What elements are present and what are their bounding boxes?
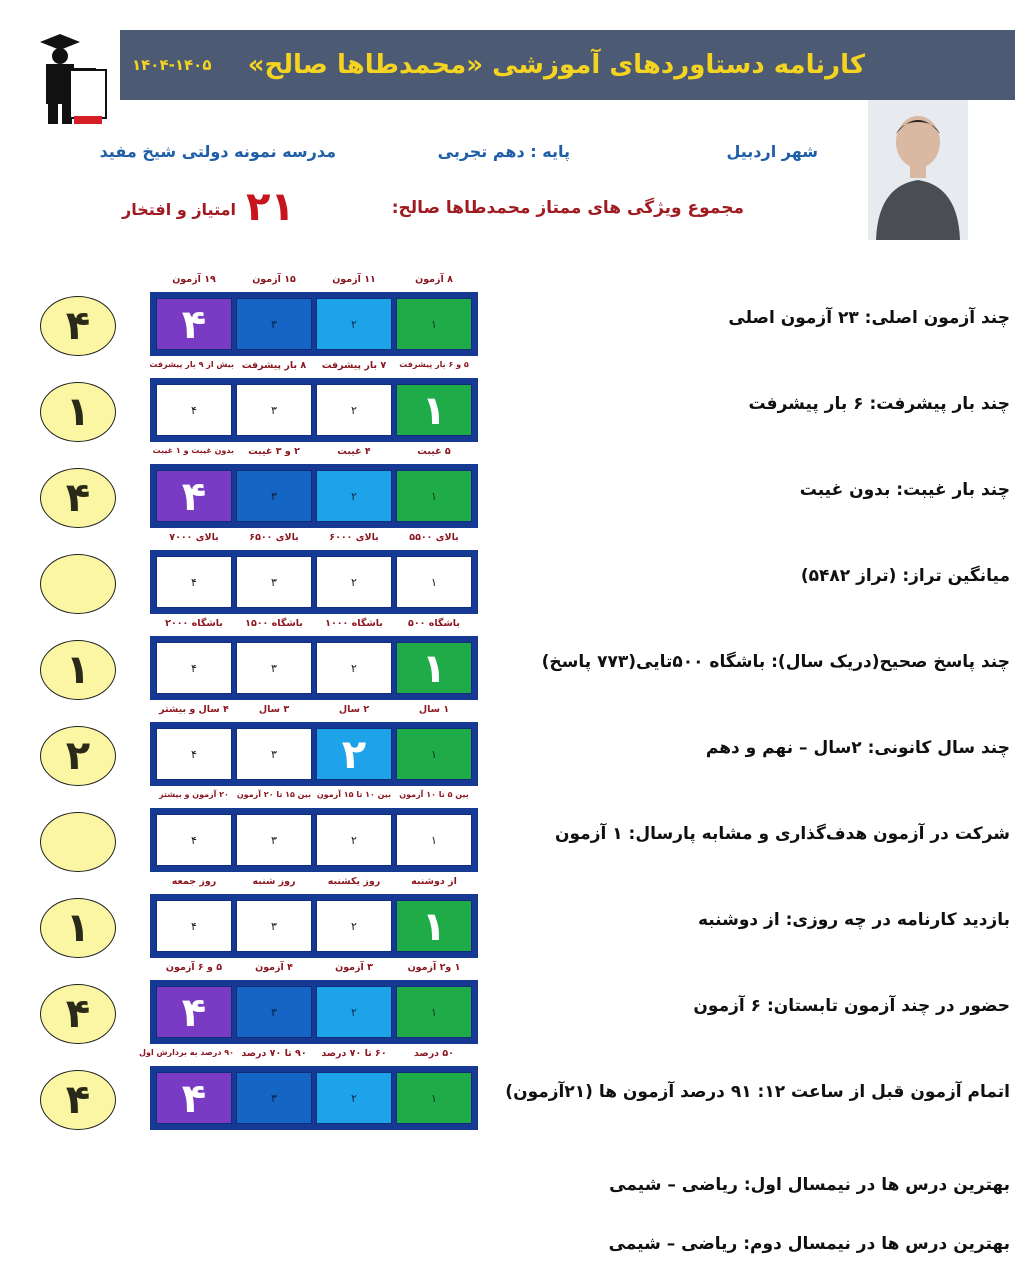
level-caption: ۲ و ۳ غیبت: [248, 446, 300, 457]
student-photo: [868, 100, 968, 240]
row-score-circle: ۲: [40, 726, 116, 786]
level-caption: ۶۰ تا ۷۰ درصد: [321, 1048, 387, 1059]
level-box-3: ۳: [236, 900, 312, 952]
row-question: چند پاسخ صحیح(دریک سال): باشگاه ۵۰۰تایی(۷۷۳ پاسخ): [541, 652, 1010, 672]
level-box-4: ۴: [156, 728, 232, 780]
achievement-row: [0, 872, 1026, 958]
level-box-2: ۲: [316, 470, 392, 522]
level-caption: بالای ۵۵۰۰: [409, 532, 459, 543]
level-box-2: ۲: [316, 556, 392, 608]
level-box-4: ۴: [156, 470, 232, 522]
level-caption: ۱۹ آزمون: [172, 274, 216, 285]
level-box-4: ۴: [156, 384, 232, 436]
level-box-4: ۴: [156, 298, 232, 350]
academic-year: ۱۴۰۴-۱۴۰۵: [132, 56, 212, 74]
student-grade: پایه : دهم تجربی: [437, 142, 570, 161]
level-caption: ۵ غیبت: [417, 446, 451, 457]
student-school: مدرسه نمونه دولتی شیخ مفید: [99, 142, 336, 161]
level-bar: [150, 464, 478, 528]
achievement-row: [0, 442, 1026, 528]
kanoon-logo: [30, 28, 112, 128]
level-box-4: ۴: [156, 814, 232, 866]
level-caption: از دوشنبه: [411, 876, 457, 887]
row-question: چند آزمون اصلی: ۲۳ آزمون اصلی: [728, 308, 1010, 328]
level-caption: بدون غیبت و ۱ غیبت: [152, 446, 234, 455]
row-score-circle: ۴: [40, 1070, 116, 1130]
level-box-2: ۲: [316, 900, 392, 952]
level-caption: ۳ سال: [258, 704, 290, 715]
level-caption: ۹۰ تا ۷۰ درصد: [241, 1048, 307, 1059]
level-caption: ۲۰ آزمون و بیشتر: [159, 790, 229, 799]
level-box-4: ۴: [156, 642, 232, 694]
level-box-4: ۴: [156, 986, 232, 1038]
level-caption: روز جمعه: [171, 876, 217, 887]
graduate-logo-icon: [30, 28, 112, 128]
level-caption: ۱۵ آزمون: [252, 274, 296, 285]
header-band: [120, 30, 1015, 100]
student-portrait-icon: [868, 100, 968, 240]
achievement-row: [0, 528, 1026, 614]
row-question: چند بار پیشرفت: ۶ بار پیشرفت: [748, 394, 1010, 414]
level-bar: [150, 894, 478, 958]
level-box-1: ۱: [396, 642, 472, 694]
level-box-1: ۱: [396, 986, 472, 1038]
level-caption: بیش از ۹ بار پیشرفت: [149, 360, 234, 369]
level-box-3: ۳: [236, 728, 312, 780]
row-question: میانگین تراز: (تراز ۵۴۸۲): [800, 566, 1010, 586]
level-caption: روز شنبه: [252, 876, 296, 887]
row-question: اتمام آزمون قبل از ساعت ۱۲: ۹۱ درصد آزمون ها (۲۱آزمون): [505, 1082, 1010, 1102]
level-caption: ۵ و ۶ بار پیشرفت: [399, 360, 469, 369]
achievement-row: [0, 614, 1026, 700]
level-caption: باشگاه ۱۵۰۰: [245, 618, 303, 629]
level-box-2: ۲: [316, 384, 392, 436]
level-box-1: ۱: [396, 900, 472, 952]
level-box-2: ۲: [316, 298, 392, 350]
row-score-circle: ۴: [40, 468, 116, 528]
total-score: ۲۱: [246, 184, 295, 230]
level-caption: ۴ آزمون: [255, 962, 293, 973]
level-box-3: ۳: [236, 384, 312, 436]
level-caption: ۴ غیبت: [337, 446, 371, 457]
level-box-3: ۳: [236, 986, 312, 1038]
level-box-3: ۳: [236, 556, 312, 608]
level-box-2: ۲: [316, 1072, 392, 1124]
level-box-3: ۳: [236, 1072, 312, 1124]
level-box-2: ۲: [316, 642, 392, 694]
student-city: شهر اردبیل: [726, 142, 818, 161]
achievement-row: [0, 958, 1026, 1044]
level-caption: ۷ بار پیشرفت: [321, 360, 387, 371]
level-box-1: ۱: [396, 728, 472, 780]
total-score-label: امتیاز و افتخار: [122, 200, 236, 219]
level-box-1: ۱: [396, 1072, 472, 1124]
level-caption: ۹۰ درصد به بردارش اول: [139, 1048, 234, 1057]
level-caption: ۱ و۲ آزمون: [407, 962, 461, 973]
level-box-1: ۱: [396, 298, 472, 350]
level-caption: بین ۱۵ تا ۲۰ آزمون: [236, 790, 312, 799]
level-bar: [150, 550, 478, 614]
level-box-3: ۳: [236, 470, 312, 522]
row-question: چند بار غیبت: بدون غیبت: [799, 480, 1010, 500]
level-caption: ۴ سال و بیشتر: [159, 704, 229, 715]
level-caption: بین ۱۰ تا ۱۵ آزمون: [316, 790, 392, 799]
level-caption: باشگاه ۵۰۰: [408, 618, 460, 629]
level-caption: روز یکشنبه: [327, 876, 381, 887]
level-caption: ۵۰ درصد: [414, 1048, 454, 1059]
row-score-circle: ۱: [40, 640, 116, 700]
level-caption: ۵ و ۶ آزمون: [165, 962, 223, 973]
level-caption: ۱ سال: [418, 704, 450, 715]
level-bar: [150, 636, 478, 700]
level-box-3: ۳: [236, 814, 312, 866]
achievement-row: [0, 786, 1026, 872]
level-caption: ۸ آزمون: [415, 274, 453, 285]
row-score-circle: ۴: [40, 296, 116, 356]
level-box-1: ۱: [396, 384, 472, 436]
row-score-circle: [40, 812, 116, 872]
level-caption: ۸ بار پیشرفت: [241, 360, 307, 371]
level-box-3: ۳: [236, 642, 312, 694]
row-score-circle: ۱: [40, 382, 116, 442]
level-box-2: ۲: [316, 986, 392, 1038]
level-caption: ۲ سال: [338, 704, 370, 715]
features-label: مجموع ویژگی های ممتاز محمدطاها صالح:: [391, 198, 744, 218]
level-box-4: ۴: [156, 556, 232, 608]
level-bar: [150, 808, 478, 872]
level-box-1: ۱: [396, 556, 472, 608]
row-score-circle: [40, 554, 116, 614]
level-caption: بین ۵ تا ۱۰ آزمون: [399, 790, 469, 799]
level-bar: [150, 1066, 478, 1130]
level-caption: بالای ۷۰۰۰: [169, 532, 219, 543]
level-bar: [150, 378, 478, 442]
level-caption: باشگاه ۲۰۰۰: [165, 618, 223, 629]
level-caption: ۱۱ آزمون: [332, 274, 376, 285]
report-title: کارنامه دستاوردهای آموزشی «محمدطاها صالح»: [247, 50, 865, 80]
level-box-1: ۱: [396, 814, 472, 866]
row-question: چند سال کانونی: ۲سال – نهم و دهم: [705, 738, 1010, 758]
row-question: بازدید کارنامه در چه روزی: از دوشنبه: [697, 910, 1010, 930]
level-box-2: ۲: [316, 728, 392, 780]
level-box-4: ۴: [156, 1072, 232, 1124]
achievement-row: [0, 356, 1026, 442]
best-courses-second-semester: بهترین درس ها در نیمسال دوم: ریاضی – شیمی: [608, 1234, 1010, 1254]
level-caption: بالای ۶۰۰۰: [329, 532, 379, 543]
achievement-row: [0, 700, 1026, 786]
level-box-4: ۴: [156, 900, 232, 952]
level-caption: بالای ۶۵۰۰: [249, 532, 299, 543]
level-box-2: ۲: [316, 814, 392, 866]
level-caption: ۳ آزمون: [335, 962, 373, 973]
row-question: حضور در چند آزمون تابستان: ۶ آزمون: [693, 996, 1010, 1016]
row-score-circle: ۴: [40, 984, 116, 1044]
achievement-row: [0, 270, 1026, 356]
row-score-circle: ۱: [40, 898, 116, 958]
level-box-1: ۱: [396, 470, 472, 522]
level-bar: [150, 292, 478, 356]
level-box-3: ۳: [236, 298, 312, 350]
achievement-row: [0, 1044, 1026, 1130]
level-bar: [150, 722, 478, 786]
level-caption: باشگاه ۱۰۰۰: [325, 618, 383, 629]
best-courses-first-semester: بهترین درس ها در نیمسال اول: ریاضی – شیمی: [609, 1175, 1010, 1195]
row-question: شرکت در آزمون هدف‌گذاری و مشابه پارسال: ۱ آزمون: [555, 824, 1010, 844]
level-bar: [150, 980, 478, 1044]
